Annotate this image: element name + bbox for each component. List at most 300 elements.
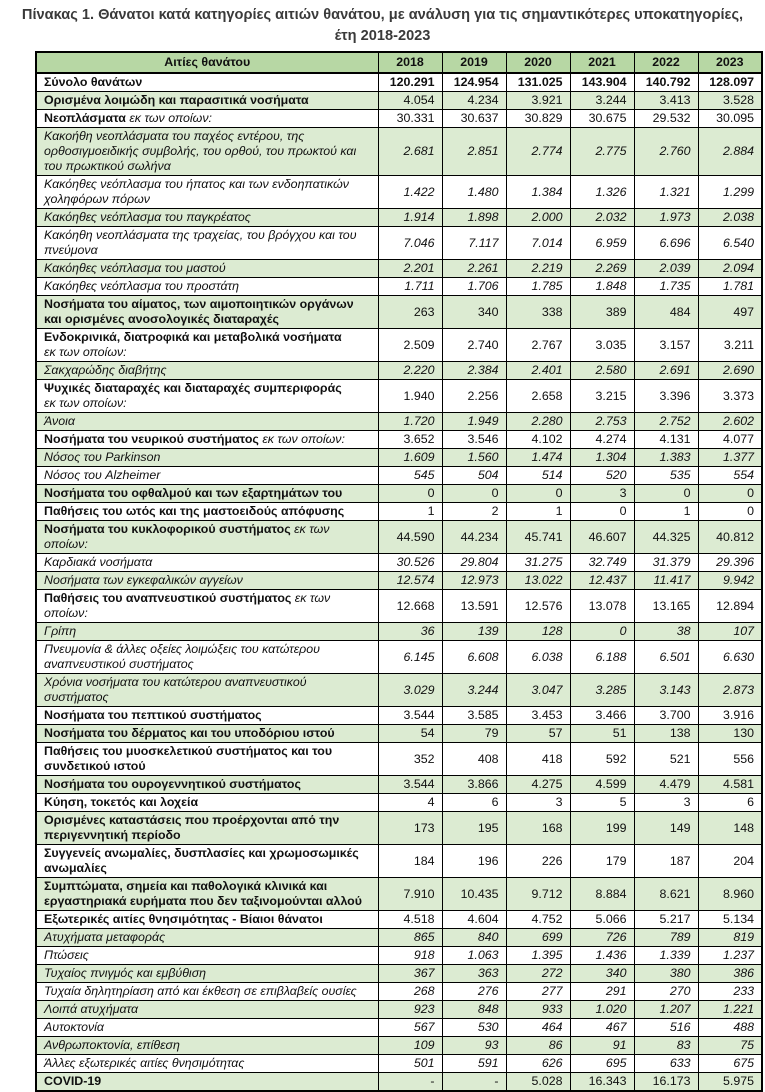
cause-cell	[36, 449, 378, 467]
cause-cell	[36, 983, 378, 1001]
deaths-by-cause-table	[35, 51, 763, 1092]
value-cell: 16.173	[634, 1073, 698, 1092]
table-row	[36, 503, 762, 521]
value-cell: 44.234	[442, 521, 506, 554]
value-cell: 2.280	[506, 413, 570, 431]
value-cell: 2.691	[634, 362, 698, 380]
value-cell: 12.668	[378, 590, 442, 623]
cause-cell	[36, 209, 378, 227]
value-cell: 3.413	[634, 92, 698, 110]
value-cell: 1.848	[570, 278, 634, 296]
value-cell: 484	[634, 296, 698, 329]
value-cell: 3.544	[378, 707, 442, 725]
cause-cell	[36, 776, 378, 794]
cause-label: Ατυχήματα μεταφοράς	[44, 930, 166, 945]
cause-cell	[36, 707, 378, 725]
value-cell: 12.437	[570, 572, 634, 590]
cause-cell	[36, 725, 378, 743]
cause-cell	[36, 431, 378, 449]
cause-cell	[36, 128, 378, 176]
value-cell: 340	[442, 296, 506, 329]
cause-cell	[36, 641, 378, 674]
cause-label: Αυτοκτονία	[44, 1020, 104, 1035]
value-cell: 291	[570, 983, 634, 1001]
value-cell: 0	[570, 503, 634, 521]
value-cell: 6.608	[442, 641, 506, 674]
value-cell: 12.574	[378, 572, 442, 590]
value-cell: 7.117	[442, 227, 506, 260]
value-cell: 386	[698, 965, 762, 983]
value-cell: 4.604	[442, 911, 506, 929]
value-cell: 1	[634, 503, 698, 521]
cause-label: Πνευμονία & άλλες οξείες λοιμώξεις του κατώτερου αναπνευστικού συστήματος	[44, 642, 320, 672]
table-row	[36, 110, 762, 128]
cause-label: Νόσος του Alzheimer	[44, 468, 161, 483]
table-title	[18, 5, 747, 46]
table-row	[36, 260, 762, 278]
cause-cell	[36, 329, 378, 362]
value-cell: 2.690	[698, 362, 762, 380]
value-cell: 626	[506, 1055, 570, 1073]
value-cell: 556	[698, 743, 762, 776]
value-cell: 1.781	[698, 278, 762, 296]
value-cell: 1.020	[570, 1001, 634, 1019]
cause-label: Παθήσεις του μυοσκελετικού συστήματος και του συνδετικού ιστού	[44, 744, 333, 774]
value-cell: 8.884	[570, 878, 634, 911]
cause-cell	[36, 380, 378, 413]
value-cell: 3.244	[570, 92, 634, 110]
table-row	[36, 572, 762, 590]
value-cell: 1.711	[378, 278, 442, 296]
value-cell: 6.038	[506, 641, 570, 674]
value-cell: 79	[442, 725, 506, 743]
value-cell: 5.975	[698, 1073, 762, 1092]
value-cell: 2.775	[570, 128, 634, 176]
value-cell: 389	[570, 296, 634, 329]
value-cell: 567	[378, 1019, 442, 1037]
cause-cell	[36, 1055, 378, 1073]
table-row	[36, 278, 762, 296]
cause-label: Κακοήθη νεοπλάσματα του παχέος εντέρου, της ορθοσιγμοειδικής συμβολής, του ορθού, του πρωκτού και του πρωκτικού σωλήνα	[44, 129, 357, 174]
value-cell: 3.544	[378, 776, 442, 794]
cause-label: Συμπτώματα, σημεία και παθολογικά κλινικά και εργαστηριακά ευρήματα που δεν ταξινομούνται αλλού	[44, 879, 362, 909]
value-cell: 923	[378, 1001, 442, 1019]
cause-label: Εξωτερικές αιτίες θνησιμότητας - Βίαιοι θάνατοι	[44, 912, 323, 927]
value-cell: 3.029	[378, 674, 442, 707]
value-cell: 2.201	[378, 260, 442, 278]
value-cell: 138	[634, 725, 698, 743]
value-cell: 1.395	[506, 947, 570, 965]
cause-cell	[36, 1019, 378, 1037]
table-row	[36, 929, 762, 947]
table-row	[36, 128, 762, 176]
value-cell: 93	[442, 1037, 506, 1055]
cause-cell	[36, 572, 378, 590]
value-cell: 51	[570, 725, 634, 743]
value-cell: 2.039	[634, 260, 698, 278]
value-cell: 143.904	[570, 73, 634, 92]
value-cell: 918	[378, 947, 442, 965]
value-cell: 4.274	[570, 431, 634, 449]
table-row	[36, 812, 762, 845]
cause-label: Άνοια	[44, 414, 75, 429]
value-cell: 4.581	[698, 776, 762, 794]
value-cell: 2.261	[442, 260, 506, 278]
value-cell: 3	[506, 794, 570, 812]
value-cell: 3.244	[442, 674, 506, 707]
value-cell: 497	[698, 296, 762, 329]
value-cell: 270	[634, 983, 698, 1001]
value-cell: 1.560	[442, 449, 506, 467]
cause-label: Ορισμένα λοιμώδη και παρασιτικά νοσήματα	[44, 93, 309, 108]
value-cell: 592	[570, 743, 634, 776]
value-cell: 1.326	[570, 176, 634, 209]
value-cell: 2.602	[698, 413, 762, 431]
value-cell: 0	[634, 485, 698, 503]
table-row	[36, 209, 762, 227]
value-cell: 148	[698, 812, 762, 845]
value-cell: 591	[442, 1055, 506, 1073]
cause-cell	[36, 296, 378, 329]
value-cell: 699	[506, 929, 570, 947]
value-cell: 199	[570, 812, 634, 845]
cause-cell	[36, 1001, 378, 1019]
value-cell: 516	[634, 1019, 698, 1037]
cause-cell	[36, 947, 378, 965]
header-row	[36, 52, 762, 73]
value-cell: 184	[378, 845, 442, 878]
value-cell: 6.188	[570, 641, 634, 674]
value-cell: 504	[442, 467, 506, 485]
value-cell: 535	[634, 467, 698, 485]
value-cell: 13.078	[570, 590, 634, 623]
value-cell: 1	[378, 503, 442, 521]
value-cell: 13.022	[506, 572, 570, 590]
cause-label: Λοιπά ατυχήματα	[44, 1002, 139, 1017]
value-cell: 1.321	[634, 176, 698, 209]
value-cell: 179	[570, 845, 634, 878]
value-cell: 4.479	[634, 776, 698, 794]
value-cell: 408	[442, 743, 506, 776]
table-title-line1: Πίνακας 1. Θάνατοι κατά κατηγορίες αιτιών θανάτου, με ανάλυση για τις σημαντικότερες υποκατηγορίες,	[21, 7, 744, 23]
value-cell: 4	[378, 794, 442, 812]
cause-cell	[36, 73, 378, 92]
value-cell: 695	[570, 1055, 634, 1073]
value-cell: 2.873	[698, 674, 762, 707]
value-cell: 36	[378, 623, 442, 641]
value-cell: 30.095	[698, 110, 762, 128]
value-cell: 131.025	[506, 73, 570, 92]
cause-cell	[36, 1037, 378, 1055]
cause-label: Κακόηθες νεόπλασμα του παγκρέατος	[44, 210, 251, 225]
table-row	[36, 521, 762, 554]
table-row	[36, 641, 762, 674]
value-cell: 128.097	[698, 73, 762, 92]
cause-label: Σύνολο θανάτων	[44, 75, 143, 90]
cause-cell	[36, 674, 378, 707]
value-cell: 9.942	[698, 572, 762, 590]
cause-cell	[36, 929, 378, 947]
value-cell: 5.066	[570, 911, 634, 929]
value-cell: 933	[506, 1001, 570, 1019]
value-cell: 10.435	[442, 878, 506, 911]
value-cell: 1.914	[378, 209, 442, 227]
table-row	[36, 623, 762, 641]
value-cell: 9.712	[506, 878, 570, 911]
value-cell: 3.453	[506, 707, 570, 725]
table-title-line2: έτη 2018-2023	[334, 27, 431, 44]
cause-cell	[36, 92, 378, 110]
cause-label: Νοσήματα του αίματος, των αιμοποιητικών οργάνων και ορισμένες ανοσολογικές διαταραχές	[44, 297, 354, 327]
value-cell: 2.509	[378, 329, 442, 362]
cause-cell	[36, 965, 378, 983]
value-cell: 6	[442, 794, 506, 812]
value-cell: 3.396	[634, 380, 698, 413]
value-cell: 1.384	[506, 176, 570, 209]
value-cell: 2.681	[378, 128, 442, 176]
value-cell: 168	[506, 812, 570, 845]
table-row	[36, 329, 762, 362]
value-cell: 363	[442, 965, 506, 983]
value-cell: 3.466	[570, 707, 634, 725]
table-row	[36, 776, 762, 794]
value-cell: 380	[634, 965, 698, 983]
value-cell: 2.752	[634, 413, 698, 431]
value-cell: 2.658	[506, 380, 570, 413]
value-cell: 2.753	[570, 413, 634, 431]
cause-label: COVID-19	[44, 1074, 102, 1089]
cause-label: Άλλες εξωτερικές αιτίες θνησιμότητας	[44, 1056, 245, 1071]
table-row	[36, 674, 762, 707]
value-cell: 44.590	[378, 521, 442, 554]
cause-label: Νοσήματα του νευρικού συστήματος	[44, 432, 259, 447]
table-row	[36, 743, 762, 776]
table-row	[36, 707, 762, 725]
table-row	[36, 965, 762, 983]
value-cell: 1.422	[378, 176, 442, 209]
column-header-year-2022: 2022	[634, 52, 698, 73]
value-cell: 3.215	[570, 380, 634, 413]
value-cell: 30.331	[378, 110, 442, 128]
value-cell: 40.812	[698, 521, 762, 554]
value-cell: 0	[570, 623, 634, 641]
value-cell: 38	[634, 623, 698, 641]
value-cell: 3.585	[442, 707, 506, 725]
of-which-suffix: εκ των οποίων:	[44, 522, 330, 552]
value-cell: 12.894	[698, 590, 762, 623]
value-cell: 6.501	[634, 641, 698, 674]
value-cell: 2.219	[506, 260, 570, 278]
table-row	[36, 725, 762, 743]
cause-label: Συγγενείς ανωμαλίες, δυσπλασίες και χρωμοσωμικές ανωμαλίες	[44, 846, 359, 876]
value-cell: 109	[378, 1037, 442, 1055]
value-cell: 277	[506, 983, 570, 1001]
cause-cell	[36, 743, 378, 776]
value-cell: 501	[378, 1055, 442, 1073]
value-cell: 3.285	[570, 674, 634, 707]
table-row	[36, 590, 762, 623]
value-cell: 120.291	[378, 73, 442, 92]
table-row	[36, 176, 762, 209]
value-cell: 5.134	[698, 911, 762, 929]
cause-cell	[36, 623, 378, 641]
cause-label: Νοσήματα του οφθαλμού και των εξαρτημάτων του	[44, 486, 343, 501]
value-cell: 45.741	[506, 521, 570, 554]
value-cell: 1.299	[698, 176, 762, 209]
value-cell: 263	[378, 296, 442, 329]
cause-cell	[36, 590, 378, 623]
value-cell: 340	[570, 965, 634, 983]
value-cell: 4.599	[570, 776, 634, 794]
value-cell: 233	[698, 983, 762, 1001]
value-cell: 0	[442, 485, 506, 503]
value-cell: 1.973	[634, 209, 698, 227]
value-cell: 2.220	[378, 362, 442, 380]
cause-cell	[36, 413, 378, 431]
value-cell: 187	[634, 845, 698, 878]
value-cell: 0	[698, 503, 762, 521]
value-cell: 0	[698, 485, 762, 503]
value-cell: 6.696	[634, 227, 698, 260]
cause-cell	[36, 878, 378, 911]
cause-label: Νοσήματα των εγκεφαλικών αγγείων	[44, 573, 243, 588]
value-cell: 2.000	[506, 209, 570, 227]
table-row	[36, 362, 762, 380]
value-cell: 5	[570, 794, 634, 812]
value-cell: 204	[698, 845, 762, 878]
value-cell: 13.165	[634, 590, 698, 623]
value-cell: 1.221	[698, 1001, 762, 1019]
value-cell: 726	[570, 929, 634, 947]
value-cell: 4.234	[442, 92, 506, 110]
value-cell: 488	[698, 1019, 762, 1037]
table-row	[36, 485, 762, 503]
value-cell: 2.760	[634, 128, 698, 176]
cause-cell	[36, 260, 378, 278]
value-cell: 173	[378, 812, 442, 845]
value-cell: 2	[442, 503, 506, 521]
value-cell: 107	[698, 623, 762, 641]
value-cell: 1.383	[634, 449, 698, 467]
column-header-causes: Αιτίες θανάτου	[36, 52, 378, 73]
value-cell: 789	[634, 929, 698, 947]
value-cell: 367	[378, 965, 442, 983]
value-cell: 195	[442, 812, 506, 845]
value-cell: 2.740	[442, 329, 506, 362]
value-cell: 545	[378, 467, 442, 485]
value-cell: 6	[698, 794, 762, 812]
value-cell: 91	[570, 1037, 634, 1055]
value-cell: 124.954	[442, 73, 506, 92]
value-cell: 12.576	[506, 590, 570, 623]
value-cell: 1.063	[442, 947, 506, 965]
value-cell: 3.546	[442, 431, 506, 449]
value-cell: 6.630	[698, 641, 762, 674]
value-cell: 2.038	[698, 209, 762, 227]
value-cell: 3.652	[378, 431, 442, 449]
cause-label: Τυχαία δηλητηρίαση από και έκθεση σε επιβλαβείς ουσίες	[44, 984, 357, 999]
cause-label: Κύηση, τοκετός και λοχεία	[44, 795, 199, 810]
table-row	[36, 73, 762, 92]
cause-label: Καρδιακά νοσήματα	[44, 555, 153, 570]
of-which-suffix: εκ των οποίων:	[125, 111, 212, 126]
value-cell: 75	[698, 1037, 762, 1055]
value-cell: 3.866	[442, 776, 506, 794]
value-cell: 520	[570, 467, 634, 485]
of-which-suffix: εκ των οποίων:	[44, 591, 331, 621]
value-cell: 3.211	[698, 329, 762, 362]
cause-label: Ψυχικές διαταραχές και διαταραχές συμπεριφοράς	[44, 381, 342, 396]
value-cell: 3	[634, 794, 698, 812]
value-cell: 149	[634, 812, 698, 845]
value-cell: 1.436	[570, 947, 634, 965]
column-header-year-2020: 2020	[506, 52, 570, 73]
value-cell: 675	[698, 1055, 762, 1073]
value-cell: 196	[442, 845, 506, 878]
cause-label: Τυχαίος πνιγμός και εμβύθιση	[44, 966, 207, 981]
value-cell: 2.032	[570, 209, 634, 227]
column-header-year-2021: 2021	[570, 52, 634, 73]
value-cell: 1.898	[442, 209, 506, 227]
cause-label: Κακόηθες νεόπλασμα του μαστού	[44, 261, 226, 276]
cause-label: Σακχαρώδης διαβήτης	[44, 363, 167, 378]
cause-cell	[36, 176, 378, 209]
column-header-year-2023: 2023	[698, 52, 762, 73]
value-cell: 4.054	[378, 92, 442, 110]
cause-cell	[36, 911, 378, 929]
table-row	[36, 845, 762, 878]
value-cell: 11.417	[634, 572, 698, 590]
value-cell: 1.735	[634, 278, 698, 296]
table-row	[36, 413, 762, 431]
cause-label: Κακόηθη νεοπλάσματα της τραχείας, του βρόγχου και του πνεύμονα	[44, 228, 357, 258]
value-cell: 464	[506, 1019, 570, 1037]
value-cell: 3.921	[506, 92, 570, 110]
value-cell: 352	[378, 743, 442, 776]
cause-cell	[36, 1073, 378, 1092]
value-cell: 1.304	[570, 449, 634, 467]
of-which-suffix: εκ των οποίων:	[258, 432, 345, 447]
value-cell: -	[378, 1073, 442, 1092]
value-cell: 1.706	[442, 278, 506, 296]
value-cell: 865	[378, 929, 442, 947]
value-cell: 2.580	[570, 362, 634, 380]
of-which-suffix: εκ των οποίων:	[44, 396, 127, 411]
cause-label: Νόσος του Parkinson	[44, 450, 161, 465]
value-cell: 2.094	[698, 260, 762, 278]
value-cell: 521	[634, 743, 698, 776]
table-row	[36, 296, 762, 329]
value-cell: 44.325	[634, 521, 698, 554]
value-cell: 1.785	[506, 278, 570, 296]
value-cell: 31.379	[634, 554, 698, 572]
value-cell: 128	[506, 623, 570, 641]
value-cell: 3.916	[698, 707, 762, 725]
value-cell: 3	[570, 485, 634, 503]
table-row	[36, 1055, 762, 1073]
value-cell: 848	[442, 1001, 506, 1019]
value-cell: 1.720	[378, 413, 442, 431]
value-cell: 86	[506, 1037, 570, 1055]
value-cell: 3.047	[506, 674, 570, 707]
cause-label: Ενδοκρινικά, διατροφικά και μεταβολικά νοσήματα	[44, 330, 342, 345]
value-cell: 3.700	[634, 707, 698, 725]
value-cell: 3.528	[698, 92, 762, 110]
value-cell: 2.269	[570, 260, 634, 278]
value-cell: 6.959	[570, 227, 634, 260]
table-row	[36, 449, 762, 467]
table-row	[36, 1037, 762, 1055]
